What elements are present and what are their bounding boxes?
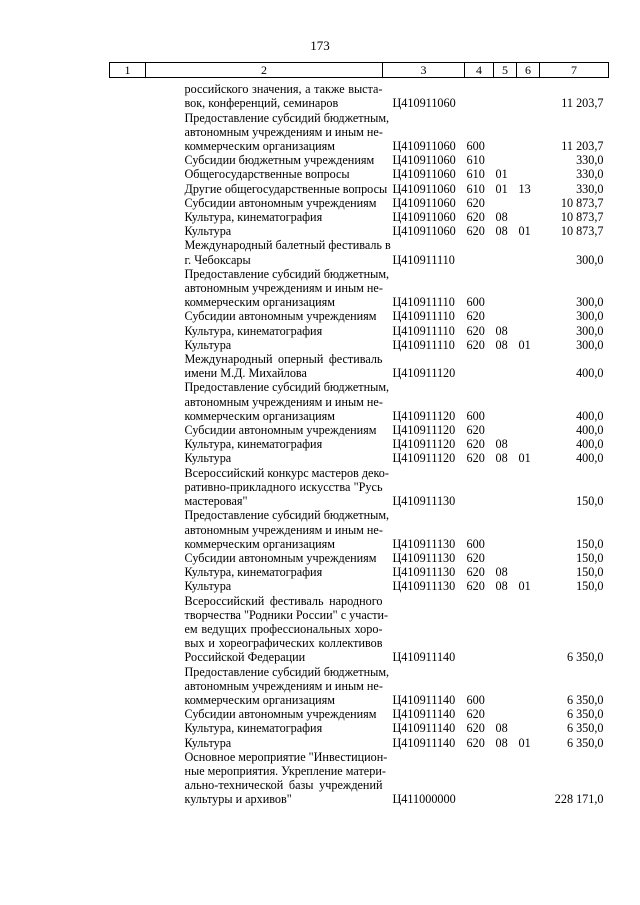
item-name-cell <box>146 565 383 579</box>
row-index-cell <box>110 594 146 665</box>
item-name-cell <box>146 721 383 735</box>
target-code-cell: Ц410911060 <box>392 181 456 196</box>
subsection-cell: 01 <box>518 451 531 466</box>
table-row <box>110 111 609 154</box>
amount-cell: 228 171,0 <box>554 792 604 807</box>
item-name-line: Предоставление субсидий бюджетным, <box>184 110 390 125</box>
item-name-line: Предоставление субсидий бюджетным, <box>184 664 390 679</box>
item-name-line: автономным учреждениям и иным не- <box>184 394 383 409</box>
page-number: 173 <box>310 38 330 53</box>
column-number: 6 <box>517 63 540 78</box>
item-name-line: Основное мероприятие "Инвестицион- <box>184 749 388 764</box>
item-name-cell <box>146 593 389 665</box>
item-name-line: Субсидии автономным учреждениям <box>184 195 377 210</box>
item-name-cell <box>146 508 390 551</box>
subsection-cell <box>517 196 540 210</box>
target-code-cell: Ц410911120 <box>392 437 456 452</box>
item-name-line: Культура, кинематография <box>184 565 323 580</box>
target-code-cell: Ц410911060 <box>392 96 456 111</box>
target-code-cell: Ц410911060 <box>392 167 456 182</box>
item-name-line: Российской Федерации <box>184 650 306 665</box>
item-name-line: Предоставление субсидий бюджетным, <box>184 508 390 523</box>
expense-type-cell: 620 <box>466 550 485 565</box>
row-index-cell <box>110 508 146 551</box>
target-code-cell: Ц410911110 <box>392 337 455 352</box>
table-row <box>110 196 609 210</box>
table-row <box>110 451 609 465</box>
target-code-cell: Ц410911120 <box>392 408 456 423</box>
target-code-cell: Ц410911130 <box>392 550 456 565</box>
table-row <box>110 324 609 338</box>
section-cell <box>494 594 517 665</box>
expense-type-cell: 600 <box>466 139 485 154</box>
section-cell: 01 <box>495 167 508 182</box>
row-index-cell <box>110 721 146 735</box>
table-row <box>110 352 609 380</box>
amount-cell: 300,0 <box>576 252 604 267</box>
item-name-line: Всероссийский фестиваль народного <box>184 593 383 608</box>
expense-type-cell: 620 <box>466 735 485 750</box>
subsection-cell <box>517 707 540 721</box>
section-cell <box>494 466 517 509</box>
amount-cell: 400,0 <box>576 366 604 381</box>
target-code-cell: Ц411000000 <box>392 792 456 807</box>
subsection-cell <box>517 565 540 579</box>
amount-cell: 330,0 <box>576 167 604 182</box>
item-name-cell <box>146 196 383 210</box>
table-row <box>110 380 609 423</box>
item-name-cell <box>146 224 383 238</box>
section-cell <box>494 750 517 807</box>
section-cell <box>494 352 517 380</box>
target-code-cell: Ц410911130 <box>392 494 456 509</box>
target-code-cell: Ц410911130 <box>392 536 456 551</box>
item-name-cell <box>146 380 390 423</box>
expense-type-cell: 620 <box>466 224 485 239</box>
item-name-line: коммерческим организациям <box>184 692 335 707</box>
table-row <box>110 466 609 509</box>
expense-type-cell: 610 <box>466 167 485 182</box>
row-index-cell <box>110 182 146 196</box>
amount-cell: 330,0 <box>576 153 604 168</box>
item-name-line: вок, конференций, семинаров <box>184 96 339 111</box>
amount-cell: 6 350,0 <box>566 650 604 665</box>
amount-cell: 6 350,0 <box>566 721 604 736</box>
table-row <box>110 579 609 593</box>
item-name-cell <box>146 82 383 110</box>
table-row <box>110 167 609 181</box>
expense-type-cell: 620 <box>466 451 485 466</box>
item-name-cell <box>146 451 383 465</box>
section-cell: 08 <box>495 210 508 225</box>
item-name-line: автономным учреждениям и иным не- <box>184 281 383 296</box>
subsection-cell: 01 <box>518 224 531 239</box>
item-name-line: автономным учреждениям и иным не- <box>184 678 383 693</box>
expense-type-cell: 620 <box>466 721 485 736</box>
subsection-cell <box>517 111 540 154</box>
item-name-line: Культура <box>184 579 232 594</box>
item-name-cell <box>146 181 388 196</box>
row-index-cell <box>110 338 146 352</box>
table-row <box>110 238 609 266</box>
table-row <box>110 665 609 708</box>
amount-cell: 11 203,7 <box>561 139 604 154</box>
section-cell <box>494 111 517 154</box>
table-row <box>110 551 609 565</box>
row-index-cell <box>110 437 146 451</box>
item-name-cell <box>146 338 383 352</box>
amount-cell: 400,0 <box>576 423 604 438</box>
target-code-cell: Ц410911140 <box>392 735 456 750</box>
item-name-line: Культура <box>184 337 232 352</box>
item-name-line: вых и хореографических коллективов <box>184 636 383 651</box>
item-name-line: Всероссийский конкурс мастеров деко- <box>184 465 389 480</box>
row-index-cell <box>110 309 146 323</box>
item-name-line: российского значения, а также выста- <box>184 82 383 97</box>
expense-type-cell: 620 <box>466 210 485 225</box>
item-name-line: Культура, кинематография <box>184 721 323 736</box>
subsection-cell <box>517 167 540 181</box>
item-name-cell <box>146 167 383 181</box>
table-row <box>110 309 609 323</box>
row-index-cell <box>110 565 146 579</box>
column-number-row <box>110 63 609 78</box>
section-cell <box>494 380 517 423</box>
expense-type-cell <box>465 594 494 665</box>
item-name-line: коммерческим организациям <box>184 408 335 423</box>
amount-cell: 330,0 <box>576 181 604 196</box>
expense-type-cell: 620 <box>466 309 485 324</box>
subsection-cell <box>517 380 540 423</box>
table-row <box>110 721 609 735</box>
target-code-cell: Ц410911140 <box>392 692 456 707</box>
row-index-cell <box>110 167 146 181</box>
section-cell <box>494 196 517 210</box>
item-name-line: Культура, кинематография <box>184 437 323 452</box>
table-row <box>110 508 609 551</box>
expense-type-cell <box>465 466 494 509</box>
amount-cell: 10 873,7 <box>560 224 604 239</box>
table-row <box>110 736 609 750</box>
section-cell <box>494 707 517 721</box>
subsection-cell <box>517 82 540 110</box>
item-name-cell <box>146 551 383 565</box>
row-index-cell <box>110 665 146 708</box>
row-index-cell <box>110 750 146 807</box>
row-index-cell <box>110 267 146 310</box>
table-row <box>110 210 609 224</box>
amount-cell: 150,0 <box>576 550 604 565</box>
item-name-line: Культура, кинематография <box>184 323 323 338</box>
amount-cell: 300,0 <box>576 337 604 352</box>
item-name-line: Международный оперный фестиваль <box>184 352 383 367</box>
target-code-cell: Ц410911140 <box>392 650 456 665</box>
item-name-line: Международный балетный фестиваль в <box>184 238 391 253</box>
expense-type-cell: 620 <box>466 423 485 438</box>
section-cell <box>494 153 517 167</box>
subsection-cell <box>517 238 540 266</box>
target-code-cell: Ц410911110 <box>392 323 455 338</box>
table-row <box>110 267 609 310</box>
amount-cell: 150,0 <box>576 494 604 509</box>
section-cell: 08 <box>495 224 508 239</box>
amount-cell: 10 873,7 <box>560 210 604 225</box>
amount-cell: 300,0 <box>576 295 604 310</box>
table-row <box>110 338 609 352</box>
amount-cell: 300,0 <box>576 323 604 338</box>
column-number: 3 <box>383 63 465 78</box>
target-code-cell: Ц410911060 <box>392 210 456 225</box>
row-index-cell <box>110 111 146 154</box>
item-name-line: мастеровая" <box>184 494 248 509</box>
section-cell: 08 <box>495 337 508 352</box>
row-index-cell <box>110 451 146 465</box>
row-index-cell <box>110 153 146 167</box>
subsection-cell: 01 <box>518 579 531 594</box>
subsection-cell <box>517 665 540 708</box>
expense-type-cell <box>465 750 494 807</box>
table-row <box>110 594 609 665</box>
section-cell: 08 <box>495 437 508 452</box>
item-name-line: Общегосударственные вопросы <box>184 167 350 182</box>
expense-type-cell <box>465 82 494 110</box>
target-code-cell: Ц410911140 <box>392 721 456 736</box>
table-row <box>110 82 609 110</box>
subsection-cell: 01 <box>518 735 531 750</box>
expense-type-cell <box>465 352 494 380</box>
subsection-cell <box>517 508 540 551</box>
target-code-cell: Ц410911060 <box>392 224 456 239</box>
section-cell <box>494 551 517 565</box>
item-name-line: коммерческим организациям <box>184 536 335 551</box>
item-name-line: творчества "Родники России" с участи- <box>184 607 389 622</box>
table-row <box>110 423 609 437</box>
subsection-cell <box>517 721 540 735</box>
subsection-cell <box>517 551 540 565</box>
amount-cell: 6 350,0 <box>566 735 604 750</box>
item-name-line: коммерческим организациям <box>184 295 335 310</box>
subsection-cell <box>517 267 540 310</box>
item-name-line: ем ведущих профессиональных хоро- <box>184 621 383 636</box>
column-number: 4 <box>465 63 494 78</box>
item-name-cell <box>146 110 390 154</box>
item-name-cell <box>146 707 383 721</box>
target-code-cell: Ц410911130 <box>392 565 456 580</box>
subsection-cell <box>517 466 540 509</box>
item-name-line: ративно-прикладного искусства "Русь <box>184 479 383 494</box>
section-cell: 08 <box>495 323 508 338</box>
amount-cell: 300,0 <box>576 309 604 324</box>
section-cell <box>494 508 517 551</box>
table-row <box>110 182 609 196</box>
expense-type-cell: 600 <box>466 408 485 423</box>
section-cell: 08 <box>495 451 508 466</box>
target-code-cell: Ц410911110 <box>392 252 455 267</box>
section-cell: 01 <box>495 181 508 196</box>
item-name-cell <box>146 579 383 593</box>
amount-cell: 6 350,0 <box>566 707 604 722</box>
target-code-cell: Ц410911120 <box>392 366 456 381</box>
subsection-cell <box>517 324 540 338</box>
row-index-cell <box>110 579 146 593</box>
section-cell: 08 <box>495 721 508 736</box>
table-row <box>110 707 609 721</box>
section-cell <box>494 665 517 708</box>
item-name-line: Культура <box>184 224 232 239</box>
item-name-line: Культура, кинематография <box>184 210 323 225</box>
subsection-cell <box>517 750 540 807</box>
item-name-line: Культура <box>184 735 232 750</box>
item-name-line: культуры и архивов" <box>184 792 292 807</box>
amount-cell: 400,0 <box>576 408 604 423</box>
budget-table <box>109 62 609 807</box>
item-name-line: автономным учреждениям и иным не- <box>184 124 383 139</box>
section-cell: 08 <box>495 565 508 580</box>
target-code-cell: Ц410911110 <box>392 309 455 324</box>
target-code-cell: Ц410911110 <box>392 295 455 310</box>
amount-cell: 400,0 <box>576 451 604 466</box>
item-name-line: имени М.Д. Михайлова <box>184 366 307 381</box>
row-index-cell <box>110 324 146 338</box>
item-name-line: Другие общегосударственные вопросы <box>184 181 388 196</box>
subsection-cell <box>517 352 540 380</box>
expense-type-cell: 600 <box>466 692 485 707</box>
section-cell <box>494 82 517 110</box>
column-number: 5 <box>494 63 517 78</box>
table-row <box>110 750 609 807</box>
subsection-cell <box>517 153 540 167</box>
table-body <box>110 78 609 807</box>
item-name-cell <box>146 664 390 708</box>
expense-type-cell: 620 <box>466 195 485 210</box>
subsection-cell <box>517 423 540 437</box>
item-name-cell <box>146 266 390 310</box>
row-index-cell <box>110 736 146 750</box>
section-cell <box>494 423 517 437</box>
row-index-cell <box>110 224 146 238</box>
item-name-line: Субсидии автономным учреждениям <box>184 707 377 722</box>
item-name-line: Субсидии автономным учреждениям <box>184 423 377 438</box>
subsection-cell <box>517 437 540 451</box>
row-index-cell <box>110 551 146 565</box>
amount-cell: 150,0 <box>576 579 604 594</box>
expense-type-cell: 620 <box>466 579 485 594</box>
item-name-line: ально-технической базы учреждений <box>184 778 383 793</box>
section-cell <box>494 267 517 310</box>
subsection-cell <box>517 309 540 323</box>
amount-cell: 150,0 <box>576 565 604 580</box>
column-number: 1 <box>110 63 146 78</box>
target-code-cell: Ц410911140 <box>392 707 456 722</box>
subsection-cell <box>517 210 540 224</box>
table-row <box>110 224 609 238</box>
row-index-cell <box>110 352 146 380</box>
item-name-line: коммерческим организациям <box>184 139 335 154</box>
expense-type-cell: 600 <box>466 295 485 310</box>
expense-type-cell <box>465 238 494 266</box>
row-index-cell <box>110 238 146 266</box>
expense-type-cell: 620 <box>466 323 485 338</box>
row-index-cell <box>110 82 146 110</box>
section-cell: 08 <box>495 735 508 750</box>
item-name-line: Субсидии автономным учреждениям <box>184 550 377 565</box>
subsection-cell <box>517 594 540 665</box>
expense-type-cell: 620 <box>466 337 485 352</box>
expense-type-cell: 620 <box>466 565 485 580</box>
table-row <box>110 437 609 451</box>
expense-type-cell: 600 <box>466 536 485 551</box>
item-name-line: Предоставление субсидий бюджетным, <box>184 380 390 395</box>
expense-type-cell: 610 <box>466 181 485 196</box>
expense-type-cell: 620 <box>466 437 485 452</box>
item-name-cell <box>146 437 383 451</box>
amount-cell: 400,0 <box>576 437 604 452</box>
amount-cell: 6 350,0 <box>566 692 604 707</box>
row-index-cell <box>110 423 146 437</box>
row-index-cell <box>110 707 146 721</box>
section-cell <box>494 309 517 323</box>
item-name-line: Субсидии бюджетным учреждениям <box>184 153 375 168</box>
item-name-line: Субсидии автономным учреждениям <box>184 309 377 324</box>
item-name-line: г. Чебоксары <box>184 252 251 267</box>
column-number: 7 <box>540 63 609 78</box>
item-name-cell <box>146 352 383 380</box>
target-code-cell: Ц410911060 <box>392 153 456 168</box>
target-code-cell: Ц410911120 <box>392 423 456 438</box>
item-name-cell <box>146 423 383 437</box>
row-index-cell <box>110 196 146 210</box>
column-number: 2 <box>146 63 383 78</box>
item-name-cell <box>146 736 383 750</box>
section-cell: 08 <box>495 579 508 594</box>
target-code-cell: Ц410911130 <box>392 579 456 594</box>
table-row <box>110 153 609 167</box>
expense-type-cell: 610 <box>466 153 485 168</box>
item-name-line: Предоставление субсидий бюджетным, <box>184 266 390 281</box>
table-row <box>110 565 609 579</box>
item-name-line: ные мероприятия. Укрепление матери- <box>184 763 386 778</box>
target-code-cell: Ц410911060 <box>392 139 456 154</box>
item-name-cell <box>146 238 391 267</box>
subsection-cell: 01 <box>518 337 531 352</box>
row-index-cell <box>110 210 146 224</box>
target-code-cell: Ц410911120 <box>392 451 456 466</box>
row-index-cell <box>110 466 146 509</box>
target-code-cell: Ц410911060 <box>392 195 456 210</box>
item-name-line: Культура <box>184 451 232 466</box>
item-name-cell <box>146 153 383 167</box>
row-index-cell <box>110 380 146 423</box>
item-name-line: автономным учреждениям и иным не- <box>184 522 383 537</box>
item-name-cell <box>146 749 388 807</box>
amount-cell: 11 203,7 <box>561 96 604 111</box>
item-name-cell <box>146 210 383 224</box>
section-cell <box>494 238 517 266</box>
item-name-cell <box>146 309 383 323</box>
item-name-cell <box>146 324 383 338</box>
item-name-cell <box>146 465 389 509</box>
amount-cell: 150,0 <box>576 536 604 551</box>
subsection-cell: 13 <box>518 181 531 196</box>
expense-type-cell: 620 <box>466 707 485 722</box>
amount-cell: 10 873,7 <box>560 195 604 210</box>
